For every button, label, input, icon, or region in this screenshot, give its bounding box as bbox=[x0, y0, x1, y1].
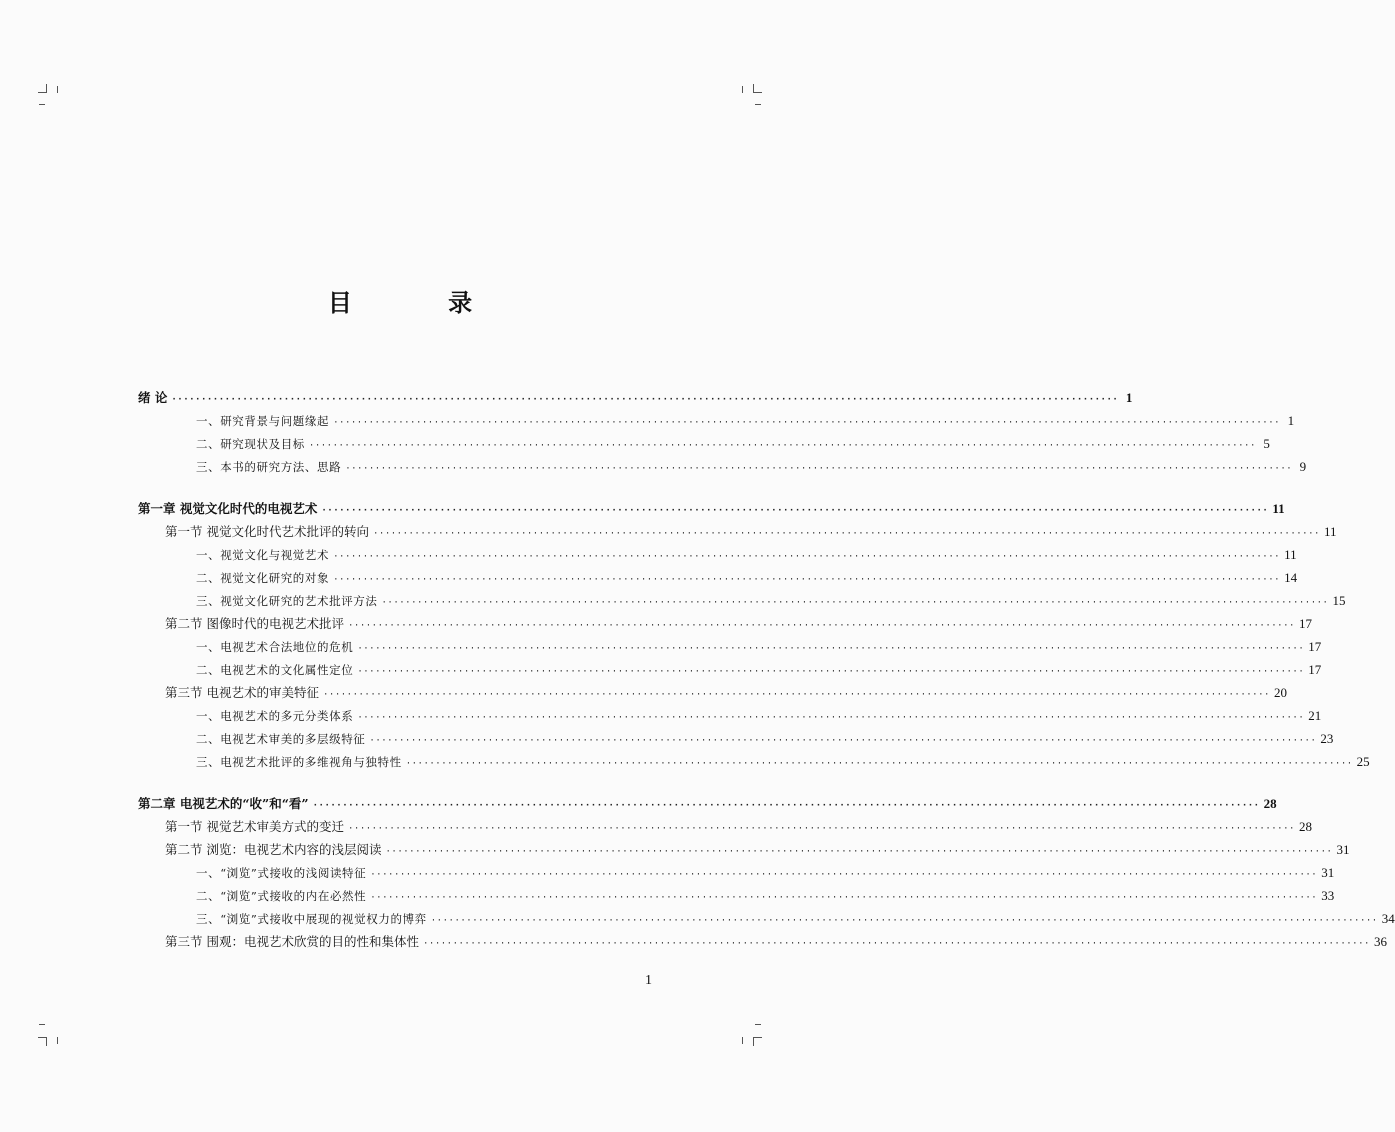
crop-mark-top-right bbox=[755, 104, 761, 105]
toc-leader-dots: ································································································································································ bbox=[405, 759, 1353, 769]
toc-subsection-row[interactable] bbox=[196, 751, 1370, 773]
toc-page-number: 34 bbox=[1381, 911, 1395, 926]
toc-subsection-row[interactable] bbox=[196, 862, 1335, 884]
crop-mark-top-left bbox=[46, 84, 47, 93]
toc-leader-dots: ································································································································································ bbox=[333, 575, 1281, 585]
toc-subsection-title: 三、视觉文化研究的艺术批评方法 bbox=[196, 594, 378, 608]
toc-leader-dots: ································································································································································ bbox=[347, 621, 1295, 631]
toc-subsection-row[interactable] bbox=[196, 659, 1322, 681]
toc-leader-dots: ································································································································································ bbox=[308, 441, 1256, 451]
toc-subsection-title: 一、电视艺术合法地位的危机 bbox=[196, 640, 354, 654]
toc-subsection-row[interactable] bbox=[196, 456, 1307, 478]
toc-subsection-row[interactable] bbox=[196, 433, 1270, 455]
toc-leader-dots: ································································································································································ bbox=[369, 736, 1317, 746]
toc-section-row[interactable] bbox=[165, 613, 1312, 635]
crop-mark-top-right bbox=[753, 84, 754, 93]
toc-chapter-row[interactable] bbox=[138, 498, 1285, 520]
toc-section-title: 第一节 视觉文化时代艺术批评的转向 bbox=[165, 524, 369, 539]
toc-leader-dots: ································································································································································ bbox=[345, 464, 1293, 474]
toc-page-number: 31 bbox=[1321, 865, 1335, 880]
page-title: 目 录 bbox=[327, 288, 517, 317]
toc-subsection-title: 二、电视艺术审美的多层级特征 bbox=[196, 732, 366, 746]
crop-mark-bottom-left bbox=[57, 1037, 58, 1044]
toc-subsection-row[interactable] bbox=[196, 636, 1322, 658]
toc-section-title: 第三节 围观：电视艺术欣赏的目的性和集体性 bbox=[165, 934, 419, 949]
toc-subsection-title: 一、视觉文化与视觉艺术 bbox=[196, 548, 330, 562]
crop-mark-top-right bbox=[753, 92, 762, 93]
toc-page-number: 1 bbox=[1125, 390, 1133, 405]
toc-section-title: 第二节 浏览：电视艺术内容的浅层阅读 bbox=[165, 842, 382, 857]
toc-section-row[interactable] bbox=[165, 682, 1287, 704]
toc-section-row[interactable] bbox=[165, 931, 1387, 953]
toc-subsection-title: 三、本书的研究方法、思路 bbox=[196, 460, 342, 474]
toc-leader-dots: ································································································································································ bbox=[370, 870, 1318, 880]
toc-page-number: 11 bbox=[1272, 501, 1285, 516]
toc-page-number: 25 bbox=[1356, 754, 1370, 769]
toc-subsection-row[interactable] bbox=[196, 728, 1334, 750]
toc-leader-dots: ································································································································································ bbox=[333, 418, 1281, 428]
toc-subsection-row[interactable] bbox=[196, 705, 1322, 727]
toc-leader-dots: ································································································································································ bbox=[357, 667, 1305, 677]
page-number: 1 bbox=[645, 973, 652, 988]
toc-subsection-row[interactable] bbox=[196, 885, 1335, 907]
toc-subsection-title: 三、“浏览”式接收中展现的视觉权力的博弈 bbox=[196, 912, 427, 926]
toc-page-number: 28 bbox=[1263, 796, 1277, 811]
toc-subsection-title: 二、研究现状及目标 bbox=[196, 437, 305, 451]
crop-mark-top-left bbox=[57, 86, 58, 93]
toc-leader-dots: ································································································································································ bbox=[322, 690, 1270, 700]
toc-page-number: 11 bbox=[1284, 547, 1297, 562]
toc-subsection-title: 二、“浏览”式接收的内在必然性 bbox=[196, 889, 367, 903]
toc-page-number: 17 bbox=[1308, 639, 1322, 654]
toc-subsection-row[interactable] bbox=[196, 908, 1395, 930]
toc-page-number: 14 bbox=[1284, 570, 1298, 585]
toc-leader-dots: ································································································································································ bbox=[171, 395, 1119, 405]
toc-leader-dots: ································································································································································ bbox=[381, 598, 1329, 608]
toc-page-number: 15 bbox=[1332, 593, 1346, 608]
toc-leader-dots: ································································································································································ bbox=[385, 847, 1333, 857]
toc-subsection-title: 一、“浏览”式接收的浅阅读特征 bbox=[196, 866, 367, 880]
toc-page-number: 33 bbox=[1321, 888, 1335, 903]
toc-section-row[interactable] bbox=[165, 839, 1350, 861]
toc-leader-dots: ································································································································································ bbox=[370, 893, 1318, 903]
toc-section-title: 第三节 电视艺术的审美特征 bbox=[165, 685, 319, 700]
toc-subsection-row[interactable] bbox=[196, 567, 1298, 589]
crop-mark-top-right bbox=[742, 86, 743, 93]
toc-section-title: 第一节 视觉艺术审美方式的变迁 bbox=[165, 819, 344, 834]
toc-section-title: 第二节 图像时代的电视艺术批评 bbox=[165, 616, 344, 631]
toc-subsection-title: 一、电视艺术的多元分类体系 bbox=[196, 709, 354, 723]
toc-leader-dots: ································································································································································ bbox=[357, 644, 1305, 654]
toc-subsection-title: 二、电视艺术的文化属性定位 bbox=[196, 663, 354, 677]
toc-subsection-row[interactable] bbox=[196, 590, 1346, 612]
toc-subsection-row[interactable] bbox=[196, 544, 1297, 566]
toc-leader-dots: ································································································································································ bbox=[333, 552, 1281, 562]
toc-page-number: 17 bbox=[1308, 662, 1322, 677]
toc-subsection-title: 三、电视艺术批评的多维视角与独特性 bbox=[196, 755, 402, 769]
crop-mark-top-left bbox=[39, 104, 45, 105]
toc-chapter-title: 第一章 视觉文化时代的电视艺术 bbox=[138, 501, 318, 516]
toc-subsection-row[interactable] bbox=[196, 410, 1295, 432]
crop-mark-bottom-right bbox=[753, 1037, 762, 1038]
crop-mark-bottom-right bbox=[755, 1024, 761, 1025]
toc-page-number: 5 bbox=[1263, 436, 1270, 451]
toc-page-number: 17 bbox=[1298, 616, 1312, 631]
toc-subsection-title: 二、视觉文化研究的对象 bbox=[196, 571, 330, 585]
toc-leader-dots: ································································································································································ bbox=[312, 801, 1260, 811]
toc-chapter-row[interactable] bbox=[138, 793, 1277, 815]
crop-mark-bottom-right bbox=[753, 1037, 754, 1046]
toc-section-row[interactable] bbox=[165, 816, 1312, 838]
crop-mark-bottom-left bbox=[39, 1024, 45, 1025]
toc-section-row[interactable] bbox=[165, 521, 1337, 543]
crop-mark-bottom-right bbox=[742, 1037, 743, 1044]
toc-page-number: 9 bbox=[1299, 459, 1307, 474]
toc-page-number: 20 bbox=[1273, 685, 1287, 700]
toc-page-number: 1 bbox=[1287, 413, 1295, 428]
toc-chapter-row[interactable] bbox=[138, 387, 1133, 409]
toc-leader-dots: ································································································································································ bbox=[357, 713, 1305, 723]
toc-page-number: 23 bbox=[1320, 731, 1334, 746]
toc-page-number: 28 bbox=[1298, 819, 1312, 834]
crop-mark-bottom-left bbox=[46, 1037, 47, 1046]
toc-chapter-title: 第二章 电视艺术的“收”和“看” bbox=[138, 796, 309, 811]
toc-leader-dots: ································································································································································ bbox=[321, 506, 1269, 516]
toc-page-number: 21 bbox=[1308, 708, 1322, 723]
toc-page-number: 11 bbox=[1323, 524, 1337, 539]
toc-page-number: 36 bbox=[1373, 934, 1387, 949]
toc-leader-dots: ································································································································································ bbox=[372, 529, 1320, 539]
toc-page-number: 31 bbox=[1336, 842, 1350, 857]
toc-leader-dots: ································································································································································ bbox=[430, 916, 1378, 926]
toc-chapter-title: 绪 论 bbox=[138, 390, 168, 405]
toc-leader-dots: ································································································································································ bbox=[347, 824, 1295, 834]
toc-leader-dots: ································································································································································ bbox=[422, 939, 1370, 949]
toc-subsection-title: 一、研究背景与问题缘起 bbox=[196, 414, 330, 428]
